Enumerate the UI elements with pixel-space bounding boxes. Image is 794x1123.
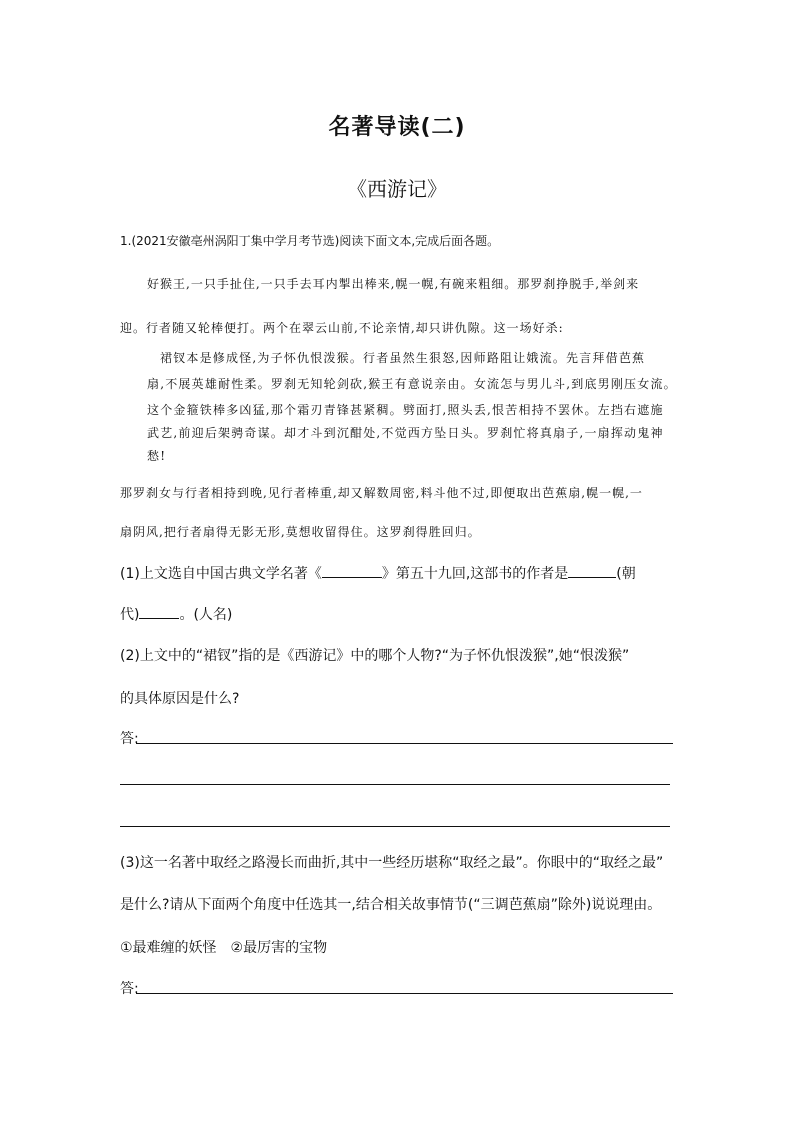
poem-line-4: 武艺,前迎后架骋奇谋。却才斗到沉酣处,不觉西方坠日头。罗刹忙将真扇子,一扇挥动鬼神 <box>147 426 664 440</box>
subquestion-3-line-2: 是什么?请从下面两个角度中任选其一,结合相关故事情节(“三调芭蕉扇”除外)说说理由。 <box>120 897 662 913</box>
section-subtitle: 《西游记》 <box>347 177 447 201</box>
subquestion-1-text-c: (朝 <box>616 566 636 582</box>
answer-line-2b[interactable] <box>120 784 670 785</box>
question-1-header: 1.(2021安徽亳州涡阳丁集中学月考节选)阅读下面文本,完成后面各题。 <box>120 234 500 248</box>
answer-label-2: 答: <box>120 731 139 747</box>
subquestion-1-text-e: 。(人名) <box>179 607 233 623</box>
subquestion-1-text-d: 代) <box>120 607 140 623</box>
answer-line-3a[interactable] <box>136 993 673 994</box>
poem-line-3: 这个金箍铁棒多凶猛,那个霜刃青锋甚紧稠。劈面打,照头丢,恨苦相持不罢休。左挡右遮施 <box>147 403 664 417</box>
subquestion-1-text-b: 》第五十九回,这部书的作者是 <box>381 566 569 582</box>
poem-line-5: 愁! <box>147 449 167 463</box>
subquestion-1-line-2 <box>120 604 232 624</box>
passage-paragraph-1: 好猴王,一只手扯住,一只手去耳内掣出棒来,幌一幌,有碗来粗细。那罗刹挣脱手,举剑来 <box>147 277 640 291</box>
subquestion-1-text-a: (1)上文选自中国古典文学名著《 <box>120 566 322 582</box>
subquestion-2-line-1: (2)上文中的“裙钗”指的是《西游记》中的哪个人物?“为子怀仇恨泼猴”,她“恨泼猴” <box>120 648 630 664</box>
subquestion-1-line-1 <box>120 563 636 583</box>
page-title: 名著导读(二) <box>328 115 466 140</box>
passage-paragraph-3: 那罗刹女与行者相持到晚,见行者棒重,却又解数周密,料斗他不过,即便取出芭蕉扇,幌一幌,一 <box>120 486 643 500</box>
answer-line-2a[interactable] <box>136 743 673 744</box>
poem-line-1: 裙钗本是修成怪,为子怀仇恨泼猴。行者虽然生狠怒,因师路阻让娥流。先言拜借芭蕉 <box>160 351 646 365</box>
subquestion-3-options: ①最难缠的妖怪 ②最厉害的宝物 <box>120 940 328 956</box>
book-title-blank[interactable] <box>322 563 382 578</box>
passage-paragraph-4: 扇阴风,把行者扇得无影无形,莫想收留得住。这罗刹得胜回归。 <box>120 525 481 539</box>
dynasty-blank[interactable] <box>568 563 616 578</box>
passage-paragraph-2: 迎。行者随又轮棒便打。两个在翠云山前,不论亲情,却只讲仇隙。这一场好杀: <box>120 321 564 335</box>
answer-line-2c[interactable] <box>120 826 670 827</box>
answer-label-3: 答: <box>120 981 139 997</box>
author-blank[interactable] <box>139 604 179 619</box>
subquestion-2-line-2: 的具体原因是什么? <box>120 691 240 707</box>
poem-line-2: 扇,不展英雄耐性柔。罗刹无知轮剑砍,猴王有意说亲由。女流怎与男儿斗,到底男刚压女流。 <box>147 377 677 391</box>
subquestion-3-line-1: (3)这一名著中取经之路漫长而曲折,其中一些经历堪称“取经之最”。你眼中的“取经之最” <box>120 855 664 871</box>
